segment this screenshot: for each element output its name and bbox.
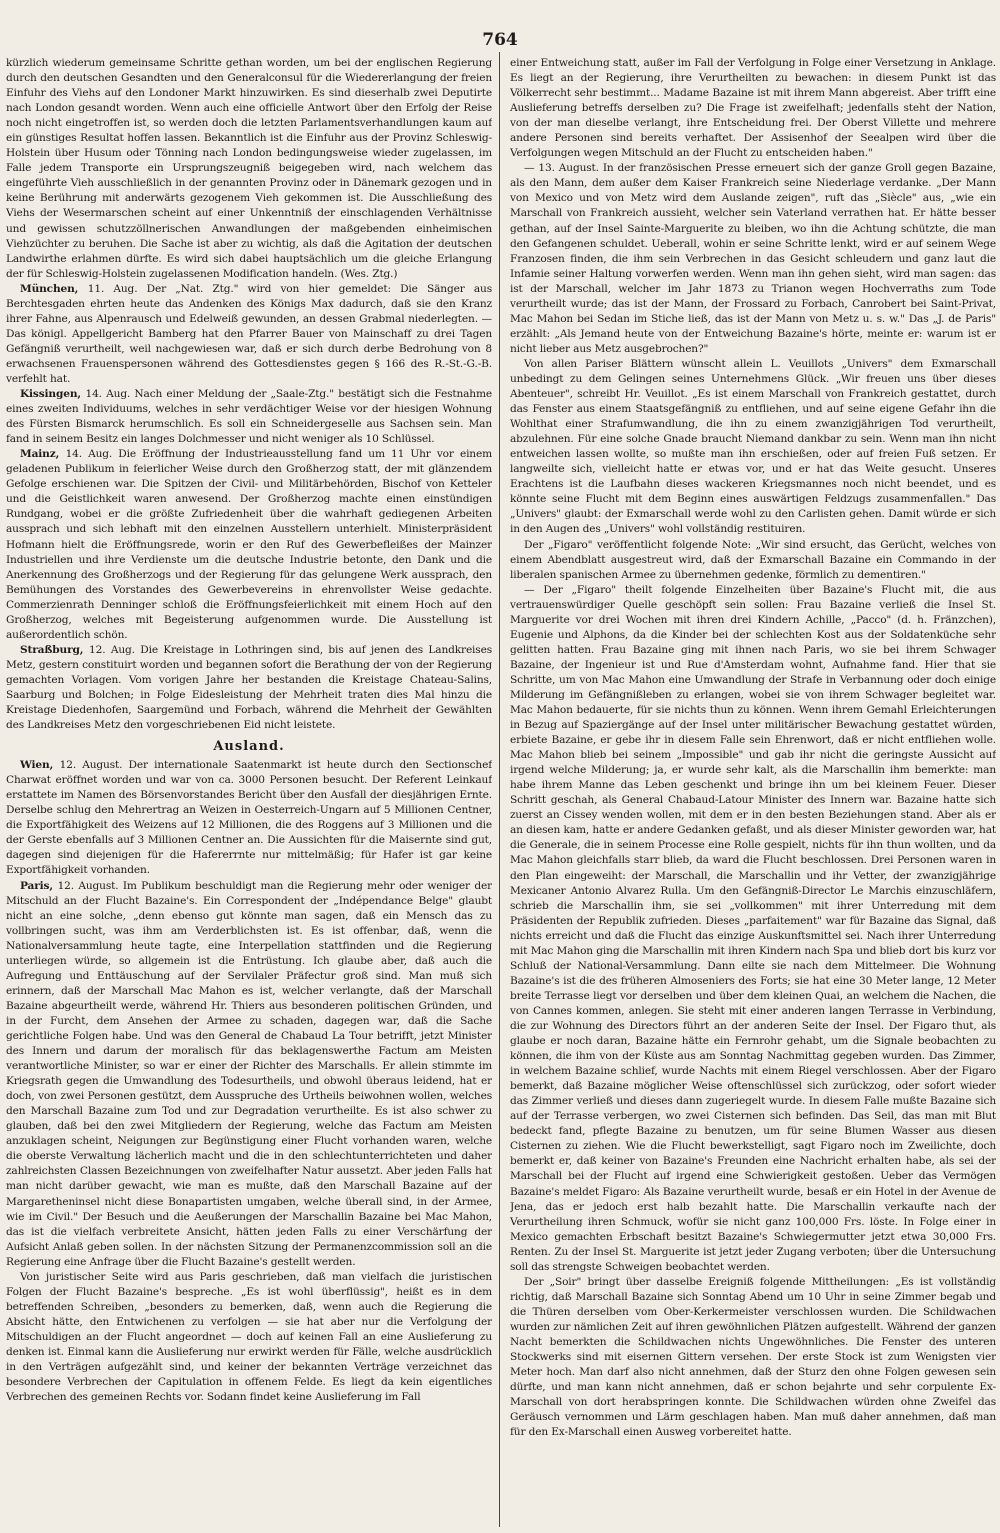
article-paragraph [6, 56, 492, 282]
article-paragraph [6, 282, 492, 387]
paragraph-text: Der „Figaro" veröffentlicht folgende Note: „Wir sind ersucht, das Gerücht, welches von einem Abendblatt ausgestreut wird, daß der Exmarschall Bazaine ein Commando in der liberalen spanischen Armee zu übernehmen gedenke, förmlich zu dementiren." [510, 538, 996, 581]
paragraph-text: Von juristischer Seite wird aus Paris geschrieben, daß man vielfach die juristischen Folgen der Flucht Bazaine's bespreche. „Es ist wohl überflüssig", heißt es in dem betreffenden Schreiben, „besonders zu bemerken, daß, wenn auch die Regierung die Absicht hätte, den Entwichenen zu verfolgen — sie hat aber nur die Verfolgung der Mitschuldigen an der Flucht angeordnet — doch auf keinen Fall an eine Auslieferung zu denken ist. Einmal kann die Auslieferung nur erwirkt werden für Fälle, welche ausdrücklich in den Verträgen aufgezählt sind, und keiner der bekannten Verträge verzeichnet das besondere Verbrechen der Capitulation in offenem Felde. Es liegt da kein eigentliches Verbrechen des gemeinen Rechts vor. Sodann findet keine Auslieferung im Fall [6, 1270, 492, 1404]
paragraph-text: 12. August. Im Publikum beschuldigt man die Regierung mehr oder weniger der Mitschuld an der Flucht Bazaine's. Ein Correspondent der „Indépendance Belge" glaubt nicht an eine solche, „denn ebenso gut könnte man sagen, daß ein Mensch das zu vollbringen sucht, was ihm am Verderblichsten ist. Es ist offenbar, daß, wenn die Nationalversammlung heute tagte, eine Interpellation stattfinden und die Regierung unterliegen würde, so allgemein ist die Entrüstung. Ich glaube aber, daß auch die Aufregung und Enttäuschung auf der Servilaler Präfectur groß sind. Man muß sich erinnern, daß der Marschall Mac Mahon es ist, welcher verlangte, daß der Marschall Bazaine abgeurtheilt werde, während Hr. Thiers aus besonderen politischen Gründen, und in der Furcht, dem Ansehen der Armee zu schaden, dagegen war, daß die Sache gerichtliche Folgen habe. Und was den General de Chabaud La Tour betrifft, jetzt Minister des Innern und darum der moralisch für das beklagenswerthe Factum am Meisten verantwortliche Minister, so war er einer der Richter des Marschalls. Er allein stimmte im Kriegsrath gegen die Umwandlung des Todesurtheils, und obwohl überaus leidend, hat er doch, von zwei Personen gestützt, dem Ausspruche des Urtheils beiwohnen wollen, welches den Marschall Bazaine zum Tod und zur Degradation verurtheilte. Es ist also schwer zu glauben, daß bei den zwei Mitgliedern der Regierung, welche das Factum am Meisten anzuklagen scheint, Neigungen zur Begünstigung einer Flucht vorhanden waren, welche die oberste Verwaltung lächerlich macht und die in den schlechtunterrichteten und daher zahlreichsten Classen Bezeichnungen von zweifelhafter Natur aussetzt. Aber jeden Falls hat man nicht darüber gewacht, wie man es mußte, daß den Marschall Bazaine auf der Margaretheninsel nicht diese Bonapartisten umgaben, welche überall sind, in der Armee, wie im Civil." Der Besuch und die Aeußerungen der Marschallin Bazaine bei Mac Mahon, das ist die vielfach verbreitete Ansicht, hätten jeden Falls zu einer Verschärfung der Aufsicht Anlaß geben sollen. In der nächsten Sitzung der Permanenzcommission soll an die Regierung eine Anfrage über die Flucht Bazaine's gestellt werden. [6, 879, 492, 1268]
dateline: Kissingen, [20, 388, 86, 401]
dateline: Mainz, [20, 448, 66, 461]
dateline: Wien, [20, 759, 60, 772]
column-divider [499, 52, 500, 1527]
article-paragraph [6, 447, 492, 643]
paragraph-text: 14. Aug. Die Eröffnung der Industrieausstellung fand um 11 Uhr vor einem geladenen Publikum in feierlicher Weise durch den Großherzog statt, der mit glänzendem Gefolge erschienen war. Die Spitzen der Civil- und Militärbehörden, Bischof von Ketteler und die Geistlichkeit waren anwesend. Der Großherzog machte einen einstündigen Rundgang, wobei er die größte Zufriedenheit über die wahrhaft gediegenen Arbeiten aussprach und sich lebhaft mit den einzelnen Ausstellern unterhielt. Ministerpräsident Hofmann hielt die Eröffnungsrede, worin er den Ruf des Gewerbefleißes der Mainzer Industriellen und ihre Verdienste um die deutsche Industrie betonte, den Dank und die Anerkennung des Großherzogs und der Regierung für das gelungene Werk aussprach, den Bemühungen des Vorstandes des Gewerbevereins in ehrenvollster Weise gedachte. Commerzienrath Denninger schloß die Eröffnungsfeierlichkeit mit einem Hoch auf den Großherzog, welches mit Begeisterung aufgenommen wurde. Die Ausstellung ist außerordentlich schön. [6, 448, 492, 641]
article-paragraph [510, 161, 996, 357]
paragraph-text: einer Entweichung statt, außer im Fall der Verfolgung in Folge einer Versetzung in Anklage. Es liegt an der Regierung, ihre Verurtheilten zu bewachen: in diesem Punkt ist das Völkerrecht sehr bestimmt... Madame Bazaine ist mit ihrem Mann abgereist. Aber trifft eine Auslieferung betreffs derselben zu? Die Frage ist zweifelhaft; jedenfalls steht der Nation, von der man dieselbe verlangt, ihre Entscheidung frei. Der Oberst Villette und mehrere andere Personen sind bereits verhaftet. Der Assisenhof der Seealpen wird über die Verfolgungen wegen Mitschuld an der Flucht zu entscheiden haben." [510, 57, 996, 160]
left-column [6, 56, 492, 1526]
dateline: München, [20, 282, 88, 295]
paragraph-text: — Der „Figaro" theilt folgende Einzelheiten über Bazaine's Flucht mit, die aus vertrauenswürdiger Quelle geschöpft sein sollen: Frau Bazaine verließ die Insel St. Marguerite vor drei Wochen mit ihren drei Kindern Achille, „Pacco" (d. h. Fränzchen), Eugenie und Alphons, da die Kinder bei der schlechten Kost aus der Soldatenküche sehr gelitten hatten. Frau Bazaine ging mit ihnen nach Paris, wo sie bei ihrem Schwager Bazaine, der Ingenieur ist und Rue d'Amsterdam wohnt, Aufnahme fand. Hier that sie Schritte, um von Mac Mahon eine Umwandlung der Strafe in Verbannung oder doch einige Milderung im Gefängnißleben zu erlangen, wobei sie von ihrem Schwager begleitet war. Mac Mahon bedauerte, für sie nichts thun zu können. Wenn ihrem Gemahl Erleichterungen in Bezug auf Spaziergänge auf der Insel unter militärischer Bewachung gestattet würden, erbiete Bazaine, er gebe ihr in diesem Falle sein Ehrenwort, daß er nicht entfliehen wolle. Mac Mahon blieb bei seinem „Impossible" und gab ihr nicht die geringste Aussicht auf irgend welche Milderung; ja, er wurde sehr kalt, als die Marschallin ihm bemerkte: man habe ihrem Manne das Leben geschenkt und bringe ihn um bei kleinem Feuer. Dieser Schritt geschah, als General Chabaud-Latour Minister des Innern war. Bazaine hatte sich zuerst an Cissey wenden wollen, mit dem er in den besten Beziehungen stand. Aber als er an diesen kam, hatte er andere Gedanken gefaßt, und als dieser Minister geworden war, hat die Generale, die in seinem Processe eine Rolle gespielt, nichts für ihn thun wollten, und da Mac Mahon gleichfalls starr blieb, da ward die Flucht beschlossen. Drei Personen waren in den Plan eingeweiht: der Marschall, die Marschallin und ihr Vetter, der zwanzigjährige Mexicaner Antonio Alvarez Rulla. Um den Gefängniß-Director Le Marchis einzuschläfern, schrieb die Marschallin ihm, sie sei „vollkommen" mit ihrer Unterredung mit dem Präsidenten der Republik zufrieden. Dieses „parfaitement" war für Bazaine das Signal, daß nichts erreicht und daß die Flucht das einzige Auskunftsmittel sei. Nach ihrer Unterredung mit Mac Mahon ging die Marschallin mit ihren Kindern nach Spa und blieb dort bis kurz vor Schluß der National-Versammlung. Dann eilte sie nach dem Mittelmeer. Die Wohnung Bazaine's ist die des früheren Almoseniers des Forts; sie hat eine 30 Meter lange, 12 Meter breite Terrasse liegt vor derselben und über dem kleinen Quai, an welchem die Nachen, die von Cannes kommen, anlegen. Sie steht mit einer anderen langen Terrasse in Verbindung, die zur Wohnung des Directors führt an der anderen Seite der Insel. Der Figaro thut, als glaube er noch daran, Bazaine hätte ein Fernrohr gehabt, um die Signale beobachten zu können, die ihm von der Küste aus am Sonntag Nachmittag gegeben wurden. Das Zimmer, in welchem Bazaine schlief, wurde Nachts mit einem Riegel verschlossen. Aber der Figaro bemerkt, daß Bazaine möglicher Weise oftenschlüssel sich zurückzog, oder sofort wieder das Zimmer verließ und dieses dann zugeriegelt wurde. In diesem Falle mußte Bazaine sich auf der Terrasse verbergen, wo zwei Cisternen sich befinden. Das Seil, das man mit Blut bedeckt fand, pflegte Bazaine zu benutzen, um für seine Blumen Wasser aus diesen Cisternen zu ziehen. Wie die Flucht bewerkstelligt, sagt Figaro noch im Zweilichte, doch bemerkt er, daß keiner von Bazaine's Freunden eine Nachricht erhalten habe, als sei der Marschall bei der Flucht auf irgend eine Schwierigkeit gestoßen. Ueber das Vermögen Bazaine's meldet Figaro: Als Bazaine verurtheilt wurde, besaß er ein Hotel in der Avenue de Jena, das er jedoch erst halb bezahlt hatte. Die Marschallin verkaufte nach der Verurtheilung ihren Schmuck, wofür sie nicht ganz 100,000 Frs. löste. In Folge einer in Mexico gemachten Erbschaft besitzt Bazaine's Schwiegermutter jetzt etwa 30,000 Frs. Renten. Zu der Insel St. Marguerite ist jetzt jeder Zugang verboten; über die Untersuchung soll das strengste Schweigen beobachtet werden. [510, 583, 996, 1273]
article-paragraph [510, 56, 996, 161]
paragraph-text: Der „Soir" bringt über dasselbe Ereigniß folgende Mittheilungen: „Es ist vollständig richtig, daß Marschall Bazaine sich Sonntag Abend um 10 Uhr in seine Zimmer begab und die Thüren derselben vom Ober-Kerkermeister verschlossen wurden. Die Schildwachen wurden zur nämlichen Zeit auf ihren gewöhnlichen Plätzen aufgestellt. Während der ganzen Nacht bemerkten die Schildwachen nichts Ungewöhnliches. Die Fenster des unteren Stockwerks sind mit eisernen Gittern versehen. Der erste Stock ist zum Wenigsten vier Meter hoch. Man darf also nicht annehmen, daß der Sturz den ohne Folgen gewesen sein dürfte, und man kann nicht annehmen, daß er schon bejahrte und sehr corpulente Ex-Marschall von dort herabspringen konnte. Die Schildwachen würden ohne Zweifel das Geräusch vernommen und Lärm geschlagen haben. Man muß daher annehmen, daß man für den Ex-Marschall einen Ausweg vorbereitet hatte. [510, 1275, 996, 1439]
article-paragraph [6, 758, 492, 878]
right-column [510, 56, 996, 1526]
article-paragraph [6, 879, 492, 1270]
article-paragraph [510, 357, 996, 538]
article-paragraph [6, 387, 492, 447]
section-heading: Ausland. [213, 739, 285, 755]
dateline: Paris, [20, 879, 58, 892]
article-paragraph [510, 538, 996, 583]
page-number: 764 [482, 30, 518, 50]
article-paragraph [510, 1275, 996, 1441]
dateline: Straßburg, [20, 643, 90, 656]
paragraph-text: — 13. August. In der französischen Presse erneuert sich der ganze Groll gegen Bazaine, als den Mann, dem außer dem Kaiser Frankreich seine Niederlage verdanke. „Der Mann von Mexico und von Metz wird dem Auslande zeigen", ruft das „Siècle" aus, „wie ein Marschall von Frankreich aussieht, welcher sein Vaterland verrathen hat. Er hätte besser gethan, auf der Insel Sainte-Marguerite zu bleiben, wo ihn die Achtung schützte, die man den Gefangenen schuldet. Ueberall, wohin er seine Schritte lenkt, wird er auf seinem Wege Franzosen finden, die ihm sein Verbrechen in das Gesicht schleudern und ganz laut die Infamie seiner Haltung vorwerfen werden. Wenn man ihn gehen sieht, wird man sagen: das ist der Marschall, welcher im Jahr 1873 zu Trianon wegen Hochverraths zum Tode verurtheilt wurde; das ist der Mann, der Frossard zu Forbach, Canrobert bei Saint-Privat, Mac Mahon bei Sedan im Stiche ließ, das ist der Mann von Metz u. s. w." Das „J. de Paris" erzählt: „Als Jemand heute von der Entweichung Bazaine's hörte, meinte er: warum ist er nicht lieber aus Metz ausgebrochen?" [510, 162, 996, 355]
paragraph-text: 12. Aug. Die Kreistage in Lothringen sind, bis auf jenen des Landkreises Metz, gestern constituirt worden und begannen sofort die Berathung der von der Regierung gemachten Vorlagen. Vom vorigen Jahre her bestanden die Kreistage Chateau-Salins, Saarburg und Bolchen; in Folge Eidesleistung der Mehrheit traten dies Mal hinzu die Kreistage Diedenhofen, Saargemünd und Forbach, während die Mehrheit der Gewählten des Landkreises Metz den vorgeschriebenen Eid nicht leistete. [6, 643, 492, 732]
paragraph-text: 14. Aug. Nach einer Meldung der „Saale-Ztg." bestätigt sich die Festnahme eines zweiten Individuums, welches in sehr verdächtiger Weise vor der hiesigen Wohnung des Fürsten Bismarck herumschlich. Es soll ein Schneidergeselle aus Sachsen sein. Man fand in seinem Besitz ein langes Dolchmesser und nicht weniger als 10 Schlüssel. [6, 388, 492, 446]
paragraph-text: 11. Aug. Der „Nat. Ztg." wird von hier gemeldet: Die Sänger aus Berchtesgaden ehrten heute das Andenken des Königs Max dadurch, daß sie den Kranz ihrer Fahne, aus Alpenrausch und Edelweiß gewunden, an dessen Grabmal niederlegten. — Das königl. Appellgericht Bamberg hat den Pfarrer Bauer von Mainschaff zu drei Tagen Gefängniß verurtheilt, weil nachgewiesen war, daß er sich durch derbe Bedrohung von 8 erwachsenen Frauenspersonen während des Gottesdienstes gegen § 166 des R.-St.-G.-B. verfehlt hat. [6, 282, 492, 385]
article-paragraph [6, 1270, 492, 1405]
article-paragraph [6, 643, 492, 733]
paragraph-text: Von allen Pariser Blättern wünscht allein L. Veuillots „Univers" dem Exmarschall unbedingt zu dem Gelingen seines Unternehmens Glück. „Wir freuen uns über dieses Abenteuer", schreibt Hr. Veuillot. „Es ist einem Marschall von Frankreich gestattet, durch das Fenster aus einem Staatsgefängniß zu entfliehen, und auf seine eigene Gefahr ihn die Wohlthat einer Strafumwandlung, die ihn zu einem zwanzigjährigen Tod verurtheilt, abzulehnen. Für eine solche Gnade braucht Niemand dankbar zu sein. Wenn man ihn nicht entweichen lassen wollte, so mußte man ihn erschießen, oder auf freien Fuß setzen. Er langweilte sich, vielleicht hatte er etwas vor, und er hat das Weite gesucht. Unseres Erachtens ist die Laufbahn dieses wackeren Kriegsmannes noch nicht beendet, und es könnte seine Flucht mit dem Beginn eines auswärtigen Feldzugs zusammenfallen." Das „Univers" glaubt: der Exmarschall werde wohl zu den Carlisten gehen. Damit würde er sich in den Augen des „Univers" wohl vollständig restituiren. [510, 357, 996, 536]
article-paragraph [510, 583, 996, 1275]
paragraph-text: kürzlich wiederum gemeinsame Schritte gethan worden, um bei der englischen Regierung durch den deutschen Gesandten und den Generalconsul für die Wiedererlangung der freien Einfuhr des Viehs auf den Londoner Markt hinzuwirken. Es sind dieserhalb zwei Deputirte nach London gesandt worden. Wenn auch eine officielle Antwort über den Erfolg der Reise noch nicht eingetroffen ist, so werden doch die letzten Parlamentsverhandlungen kaum auf ein günstiges Resultat hoffen lassen. Bekanntlich ist die Einfuhr aus der Provinz Schleswig-Holstein über Husum oder Tönning nach London bedingungsweise wieder zugelassen, im Falle jedem Transporte ein Ursprungszeugniß beigegeben wird, nach welchem das eingeführte Vieh ausschließlich in der genannten Provinz oder in Dänemark gezogen und in keine Berührung mit anderwärts gezogenem Vieh gekommen ist. Die Ausschließung des Viehs der Wesermarschen scheint auf einer Unkenntniß der einschlagenden Verhältnisse und gewissen schutzzöllnerischen Anwandlungen der maßgebenden einheimischen Viehzüchter zu beruhen. Die Sache ist aber zu wichtig, als daß die Agitation der deutschen Landwirthe erlahmen dürfte. Es wird sich dabei hauptsächlich um die gleiche Erlangung der für Schleswig-Holstein zugelassenen Modification handeln. (Wes. Ztg.) [6, 57, 492, 280]
paragraph-text: 12. August. Der internationale Saatenmarkt ist heute durch den Sectionschef Charwat eröffnet worden und war von ca. 3000 Personen besucht. Der Referent Leinkauf erstattete im Namen des Börsenvorstandes Bericht über den Ausfall der diesjährigen Ernte. Derselbe schlug den Mehrertrag an Weizen in Oesterreich-Ungarn auf 5 Millionen Centner, die Exportfähigkeit des Weizens auf 12 Millionen, die des Roggens auf 3 Millionen und die der Gerste ebenfalls auf 3 Millionen Centner an. Die Aussichten für die Maisernte sind gut, dagegen sind diejenigen für die Hafererrnte nur mittelmäßig; für Hafer ist gar keine Exportfähigkeit vorhanden. [6, 759, 492, 877]
